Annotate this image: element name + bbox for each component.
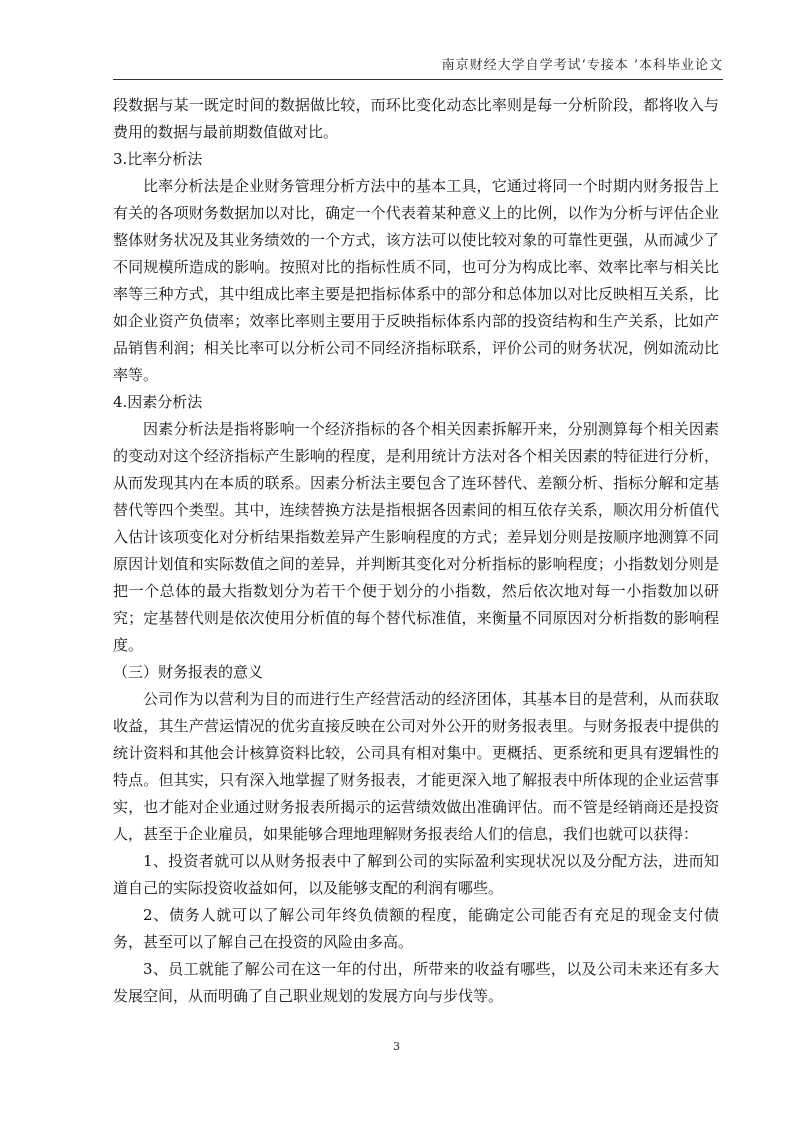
running-header bbox=[113, 52, 723, 80]
heading-ratio-analysis: 3.比率分析法 bbox=[113, 150, 203, 168]
list-item-investor: 1、投资者就可以从财务报表中了解到公司的实际盈利实现状况以及分配方法，进而知道自己的实际投资收益如何，以及能够支配的利润有哪些。 bbox=[113, 852, 719, 897]
paragraph-ratio-analysis: 比率分析法是企业财务管理分析方法中的基本工具，它通过将同一个时期内财务报告上有关的各项财务数据加以对比，确定一个代表着某种意义上的比例，以作为分析与评估企业整体财务状况及其业务绩效的一个方式，该方法可以使比较对象的可靠性更强，从而减少了不同规模所造成的影响。按照对比的指标性质不同，也可分为构成比率、效率比率与相关比率等三种方式，其中组成比率主要是把指标体系中的部分和总体加以对比反映相互关系，比如企业资产负债率；效率比率则主要用于反映指标体系内部的投资结构和生产关系，比如产品销售利润；相关比率可以分析公司不同经济指标联系，评价公司的财务状况，例如流动比率等。 bbox=[113, 177, 719, 384]
paragraph-continuation: 段数据与某一既定时间的数据做比较，而环比变化动态比率则是每一分析阶段，都将收入与费用的数据与最前期数值做对比。 bbox=[113, 96, 719, 141]
list-item-creditor: 2、债务人就可以了解公司年终负债额的程度，能确定公司能否有充足的现金支付债务，甚至可以了解自己在投资的风险由多高。 bbox=[113, 906, 719, 951]
list-item-employee: 3、员工就能了解公司在这一年的付出，所带来的收益有哪些，以及公司未来还有多大发展空间，从而明确了自己职业规划的发展方向与步伐等。 bbox=[113, 960, 719, 1005]
heading-factor-analysis: 4.因素分析法 bbox=[113, 393, 203, 411]
paragraph-factor-analysis: 因素分析法是指将影响一个经济指标的各个相关因素拆解开来，分别测算每个相关因素的变动对这个经济指标产生影响的程度，是利用统计方法对各个相关因素的特征进行分析，从而发现其内在本质的联系。因素分析法主要包含了连环替代、差额分析、指标分解和定基替代等四个类型。其中，连续替换方法是指根据各因素间的相互依存关系，顺次用分析值代入估计该项变化对分析结果指数差异产生影响程度的方式；差异划分则是按顺序地测算不同原因计划值和实际数值之间的差异，并判断其变化对分析指标的影响程度；小指数划分则是把一个总体的最大指数划分为若干个便于划分的小指数，然后依次地对每一小指数加以研究；定基替代则是依次使用分析值的每个替代标准值，来衡量不同原因对分析指数的影响程度。 bbox=[113, 420, 719, 654]
header-title: 南京财经大学自学考试‘专接本 ’本科毕业论文 bbox=[441, 58, 723, 73]
heading-report-meaning: （三）财务报表的意义 bbox=[113, 663, 264, 681]
page-body bbox=[113, 92, 719, 1010]
paragraph-report-meaning: 公司作为以营利为目的而进行生产经营活动的经济团体，其基本目的是营利，从而获取收益，其生产营运情况的优劣直接反映在公司对外公开的财务报表里。与财务报表中提供的统计资料和其他会计核算资料比较，公司具有相对集中。更概括、更系统和更具有逻辑性的特点。但其实，只有深入地掌握了财务报表，才能更深入地了解报表中所体现的企业运营事实，也才能对企业通过财务报表所揭示的运营绩效做出准确评估。而不管是经销商还是投资人，甚至于企业雇员，如果能够合理地理解财务报表给人们的信息，我们也就可以获得： bbox=[113, 690, 719, 843]
page-number: 3 bbox=[393, 1040, 400, 1053]
